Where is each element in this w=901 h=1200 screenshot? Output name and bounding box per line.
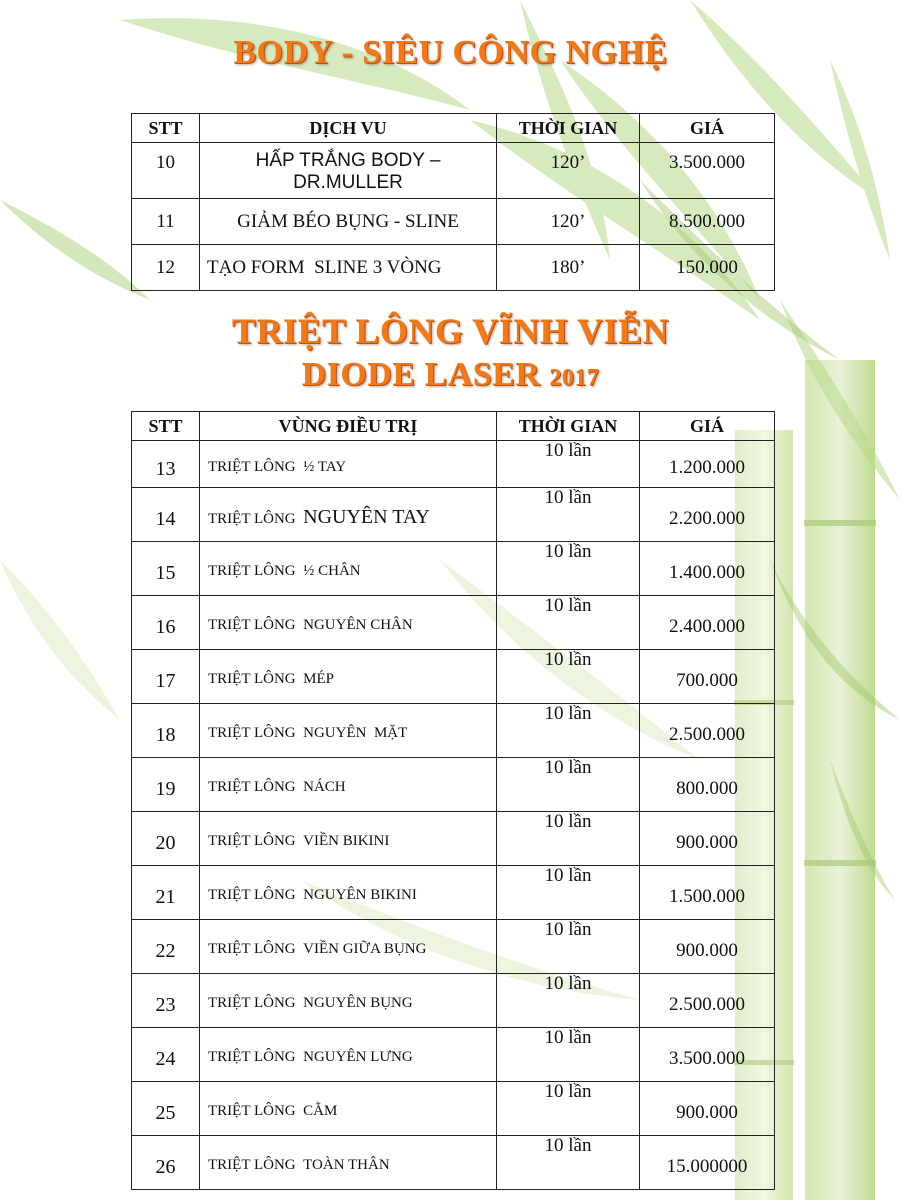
table-row (132, 1082, 775, 1136)
row-price: 2.400.000 (640, 596, 775, 650)
table-row (132, 542, 775, 596)
row-area (200, 704, 497, 758)
row-area (200, 441, 497, 488)
row-area-prefix: TRIỆT LÔNG (208, 779, 296, 795)
row-area (200, 1082, 497, 1136)
row-time: 10 lần (497, 866, 640, 920)
row-area-prefix: TRIỆT LÔNG (208, 941, 296, 957)
row-price: 800.000 (640, 758, 775, 812)
laser-subtitle-year: 2017 (549, 365, 600, 391)
table-row (132, 812, 775, 866)
table-header-row (132, 412, 775, 441)
row-price: 2.500.000 (640, 704, 775, 758)
row-price: 900.000 (640, 812, 775, 866)
col-header-stt: STT (132, 114, 200, 143)
row-area-prefix: TRIỆT LÔNG (208, 511, 296, 527)
row-area-prefix: TRIỆT LÔNG (208, 725, 296, 741)
row-stt: 15 (132, 542, 200, 596)
row-price: 1.500.000 (640, 866, 775, 920)
table-row (132, 245, 775, 291)
row-area (200, 542, 497, 596)
row-area-name: NGUYÊN TAY (303, 506, 430, 528)
row-time: 10 lần (497, 441, 640, 488)
row-area-prefix: TRIỆT LÔNG (208, 563, 296, 579)
row-time: 10 lần (497, 704, 640, 758)
table-row (132, 920, 775, 974)
col-header-time: THỜI GIAN (497, 412, 640, 441)
row-price: 1.400.000 (640, 542, 775, 596)
row-service: GIẢM BÉO BỤNG - SLINE (200, 199, 497, 245)
row-stt: 18 (132, 704, 200, 758)
row-stt: 26 (132, 1136, 200, 1190)
row-area-name: ½ TAY (303, 458, 347, 475)
body-services-table (131, 113, 775, 291)
row-stt: 16 (132, 596, 200, 650)
table-row (132, 488, 775, 542)
table-row (132, 758, 775, 812)
row-area-name: VIỀN BIKINI (303, 833, 390, 849)
laser-services-table (131, 411, 775, 1190)
row-time: 10 lần (497, 596, 640, 650)
table-row (132, 650, 775, 704)
row-time: 10 lần (497, 812, 640, 866)
row-time: 180’ (497, 245, 640, 291)
row-area-name: NGUYÊN LƯNG (303, 1049, 413, 1065)
row-stt: 20 (132, 812, 200, 866)
row-price: 900.000 (640, 1082, 775, 1136)
row-stt: 24 (132, 1028, 200, 1082)
row-price: 15.000000 (640, 1136, 775, 1190)
row-area-prefix: TRIỆT LÔNG (208, 617, 296, 633)
laser-section-subtitle (0, 356, 901, 394)
col-header-stt: STT (132, 412, 200, 441)
row-stt: 12 (132, 245, 200, 291)
row-stt: 17 (132, 650, 200, 704)
laser-subtitle-text: DIODE LASER (301, 356, 541, 393)
row-price: 2.500.000 (640, 974, 775, 1028)
row-price: 900.000 (640, 920, 775, 974)
row-area (200, 596, 497, 650)
row-stt: 21 (132, 866, 200, 920)
table-row (132, 1028, 775, 1082)
row-area (200, 758, 497, 812)
row-price: 3.500.000 (640, 1028, 775, 1082)
row-area (200, 1136, 497, 1190)
row-area-prefix: TRIỆT LÔNG (208, 833, 296, 849)
row-stt: 23 (132, 974, 200, 1028)
row-time: 10 lần (497, 488, 640, 542)
row-price: 150.000 (640, 245, 775, 291)
row-area-name: NGUYÊN CHÂN (303, 617, 413, 633)
row-stt: 14 (132, 488, 200, 542)
row-area-name: CẰM (303, 1103, 338, 1119)
row-stt: 13 (132, 441, 200, 488)
laser-section-title: TRIỆT LÔNG VĨNH VIỄN (231, 311, 670, 351)
table-row (132, 866, 775, 920)
row-time: 10 lần (497, 1082, 640, 1136)
col-header-price: GIÁ (640, 412, 775, 441)
row-price: 8.500.000 (640, 199, 775, 245)
row-area-prefix: TRIỆT LÔNG (208, 671, 296, 687)
table-row (132, 704, 775, 758)
row-time: 10 lần (497, 1028, 640, 1082)
row-price: 2.200.000 (640, 488, 775, 542)
row-stt: 22 (132, 920, 200, 974)
row-time: 10 lần (497, 920, 640, 974)
row-service: HẤP TRẮNG BODY – DR.MULLER (200, 143, 497, 199)
row-area-name: NÁCH (303, 779, 346, 795)
row-area (200, 488, 497, 542)
row-time: 10 lần (497, 1136, 640, 1190)
row-stt: 25 (132, 1082, 200, 1136)
row-price: 700.000 (640, 650, 775, 704)
row-area-name: NGUYÊN BỤNG (303, 995, 413, 1011)
col-header-service: DỊCH VU (200, 114, 497, 143)
table-header-row (132, 114, 775, 143)
row-price: 3.500.000 (640, 143, 775, 199)
row-stt: 10 (132, 143, 200, 199)
body-section-title: BODY - SIÊU CÔNG NGHỆ (233, 34, 668, 71)
row-time: 10 lần (497, 974, 640, 1028)
row-stt: 11 (132, 199, 200, 245)
row-price: 1.200.000 (640, 441, 775, 488)
row-area (200, 1028, 497, 1082)
table-row (132, 974, 775, 1028)
table-row (132, 143, 775, 199)
row-area (200, 974, 497, 1028)
row-area-name: MÉP (303, 671, 334, 687)
row-time: 120’ (497, 199, 640, 245)
col-header-price: GIÁ (640, 114, 775, 143)
row-area (200, 812, 497, 866)
col-header-time: THỜI GIAN (497, 114, 640, 143)
table-row (132, 1136, 775, 1190)
row-time: 10 lần (497, 650, 640, 704)
row-area (200, 920, 497, 974)
row-stt: 19 (132, 758, 200, 812)
row-area-prefix: TRIỆT LÔNG (208, 1103, 296, 1119)
row-area-name: NGUYÊN MẶT (303, 725, 408, 741)
row-area-prefix: TRIỆT LÔNG (208, 458, 296, 475)
table-row (132, 199, 775, 245)
row-area-name: TOÀN THÂN (303, 1157, 390, 1173)
row-area-name: NGUYÊN BIKINI (303, 887, 417, 903)
row-area-name: VIỀN GIỮA BỤNG (303, 941, 427, 957)
row-area-prefix: TRIỆT LÔNG (208, 1049, 296, 1065)
row-time: 10 lần (497, 758, 640, 812)
row-area-prefix: TRIỆT LÔNG (208, 995, 296, 1011)
row-time: 120’ (497, 143, 640, 199)
row-area-prefix: TRIỆT LÔNG (208, 887, 296, 903)
col-header-area: VÙNG ĐIỀU TRỊ (200, 412, 497, 441)
row-area (200, 650, 497, 704)
table-row (132, 596, 775, 650)
row-area-name: ½ CHÂN (303, 563, 361, 579)
row-time: 10 lần (497, 542, 640, 596)
row-area-prefix: TRIỆT LÔNG (208, 1157, 296, 1173)
row-area (200, 866, 497, 920)
table-row (132, 441, 775, 488)
row-service: TẠO FORM SLINE 3 VÒNG (200, 245, 497, 291)
